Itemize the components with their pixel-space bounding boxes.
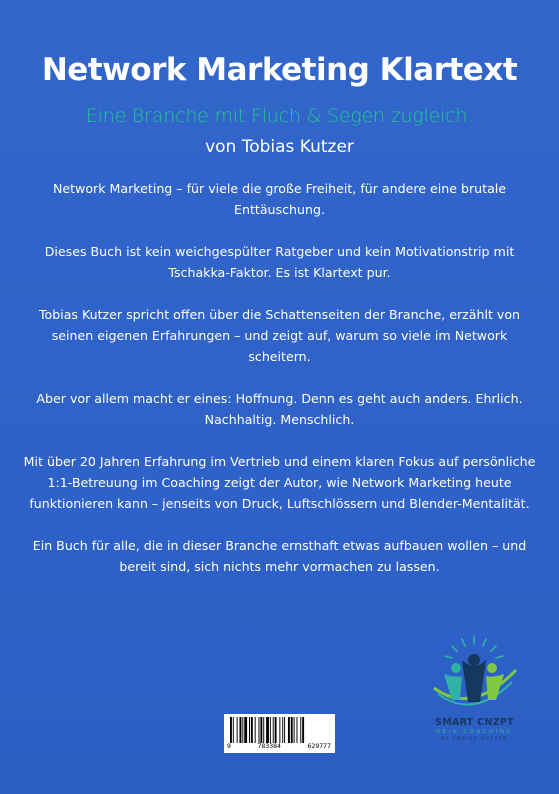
blurb-paragraph: Network Marketing – für viele die große Freiheit, für andere eine brutale Enttäuschung.	[52, 181, 507, 217]
barcode-digits	[224, 742, 335, 750]
barcode-bars	[224, 714, 335, 744]
blurb-paragraph: Ein Buch für alle, die in dieser Branche ernsthaft etwas aufbauen wollen – und bereit sind, sich nichts mehr vormachen zu lassen.	[32, 538, 527, 574]
logo-name: SMART CNZPT	[435, 717, 514, 728]
logo-byline: BY TOBIAS KUTZER	[440, 737, 509, 742]
book-author: von Tobias Kutzer	[205, 137, 354, 157]
blurb-paragraph: Aber vor allem macht er eines: Hoffnung. Denn es geht auch anders. Ehrlich. Nachhaltig. Menschlich.	[36, 391, 523, 427]
book-subtitle: Eine Branche mit Fluch & Segen zugleich.	[85, 105, 474, 127]
smart-cnzpt-logo	[412, 630, 537, 750]
isbn-barcode	[224, 714, 335, 753]
book-title: Network Marketing Klartext	[41, 52, 518, 88]
blurb-paragraph: Tobias Kutzer spricht offen über die Schattenseiten der Branche, erzählt von seinen eigenen Erfahrungen – und zeigt auf, warum so viele im Network scheitern.	[38, 307, 521, 364]
blurb-text	[22, 178, 537, 598]
logo-tagline: DEIN COACHING	[435, 729, 514, 735]
barcode-group-1: 783384	[257, 742, 281, 750]
logo-figures-icon	[412, 630, 537, 718]
barcode-lead-digit: 9	[227, 742, 231, 750]
barcode-group-2: 629777	[307, 742, 331, 750]
blurb-paragraph: Dieses Buch ist kein weichgespülter Ratgeber und kein Motivationstrip mit Tschakka-Faktor. Es ist Klartext pur.	[44, 244, 515, 280]
blurb-paragraph: Mit über 20 Jahren Erfahrung im Vertrieb und einem klaren Fokus auf persönliche 1:1-Betreuung im Coaching zeigt der Autor, wie Network Marketing heute funktionieren kann – jenseits von Druck, Luftschlössern und Blender-Mentalität.	[23, 454, 536, 511]
